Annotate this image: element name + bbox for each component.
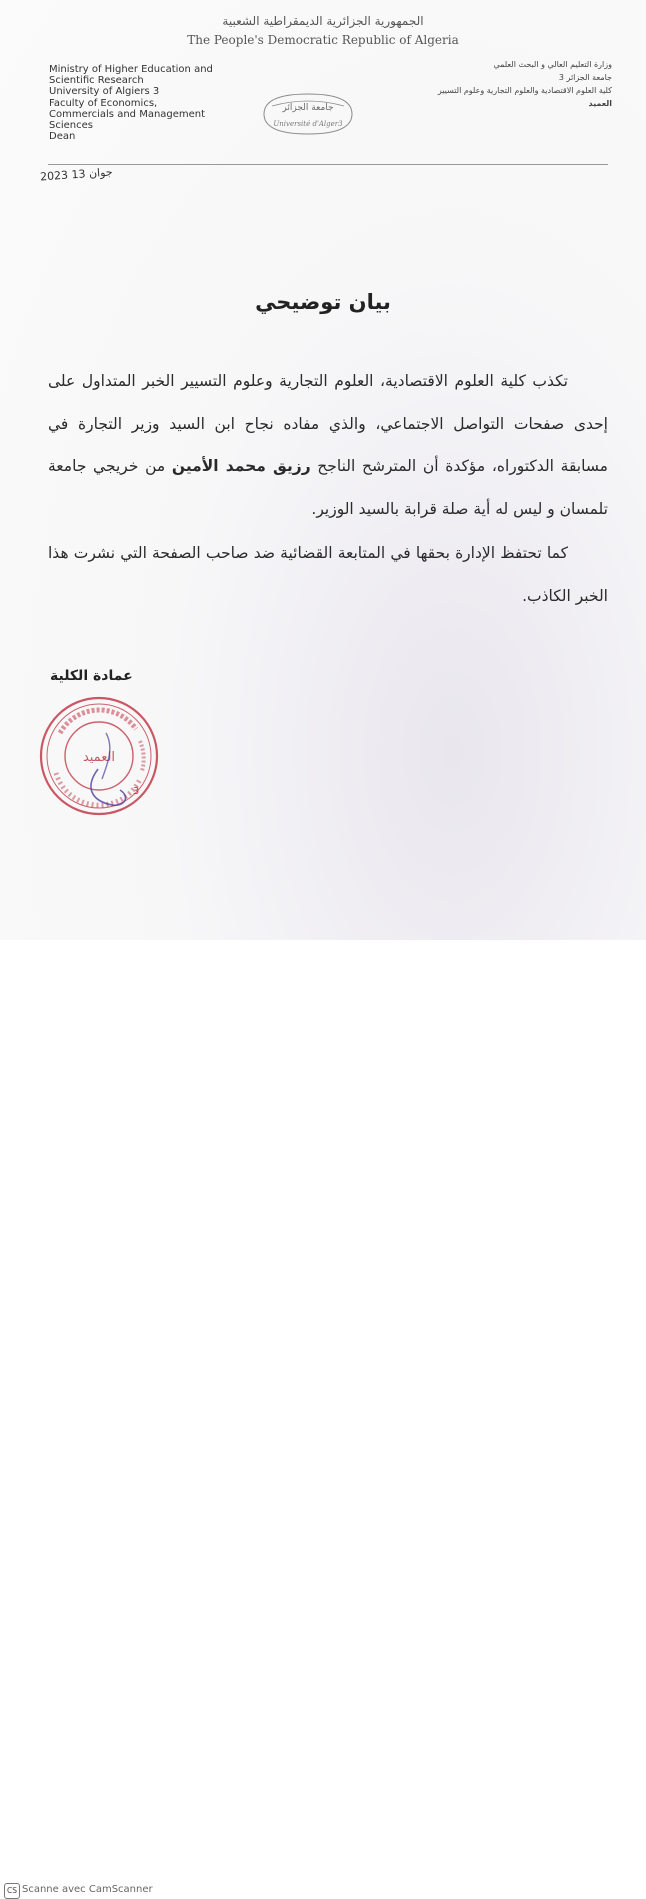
header-divider [48,164,608,165]
letterhead-line: كلية العلوم الاقتصادية والعلوم التجارية وعلوم التسيير [437,86,612,95]
scanned-document-page [0,0,646,940]
document-body [48,360,608,617]
letterhead-line: Ministry of Higher Education and [49,64,213,75]
letterhead-line: Sciences [49,120,93,132]
camscanner-icon: CS [4,1883,20,1899]
date-stamp: 2023 جوان 13 [39,165,113,184]
letterhead-line: Dean [49,131,76,143]
header-arabic-title: الجمهورية الجزائرية الديمقراطية الشعبية [222,14,424,28]
letterhead-line: العميد [588,99,612,108]
svg-text:العميد: العميد [82,750,116,765]
candidate-name: رزيق محمد الأمين [171,457,311,475]
letterhead-line: Scientific Research [49,75,144,87]
letterhead-line: Commercials and Management [49,108,206,120]
official-seal-icon [36,693,162,819]
header-english-title: The People's Democratic Republic of Algeria [187,33,459,47]
svg-text:Université d'Alger3: Université d'Alger3 [273,120,343,128]
letterhead-line: Faculty of Economics, [49,97,158,109]
document-title: بيان توضيحي [255,290,391,314]
paragraph-2: كما تحتفظ الإدارة بحقها في المتابعة القضائية ضد صاحب الصفحة التي نشرت هذا الخبر الكاذب. [48,544,608,605]
signature-label: عمادة الكلية [50,668,133,684]
svg-text:3: 3 [132,786,140,797]
letterhead-arabic [402,58,612,110]
svg-text:جامعة الجزائر: جامعة الجزائر [282,103,334,113]
paragraph-1: تكذب كلية العلوم الاقتصادية، العلوم التجارية وعلوم التسيير الخبر المتداول على إحدى صفحات التواصل الاجتماعي، والذي مفاده نجاح ابن السيد وزير التجارة في مسابقة الدكتوراه، مؤكدة أن المترشح الناجح رزيق محمد الأمين من خريجي جامعة تلمسان و ليس له أية صلة قرابة بالسيد الوزير. [48,372,608,518]
letterhead-line: University of Algiers 3 [49,86,160,98]
university-logo-icon [258,88,358,140]
letterhead-english [49,64,224,142]
letterhead-line: وزارة التعليم العالي و البحث العلمي [493,60,612,69]
scanner-watermark-text: Scanne avec CamScanner [22,1884,153,1895]
letterhead-line: جامعة الجزائر 3 [558,73,612,82]
scanner-footer [0,940,646,1895]
